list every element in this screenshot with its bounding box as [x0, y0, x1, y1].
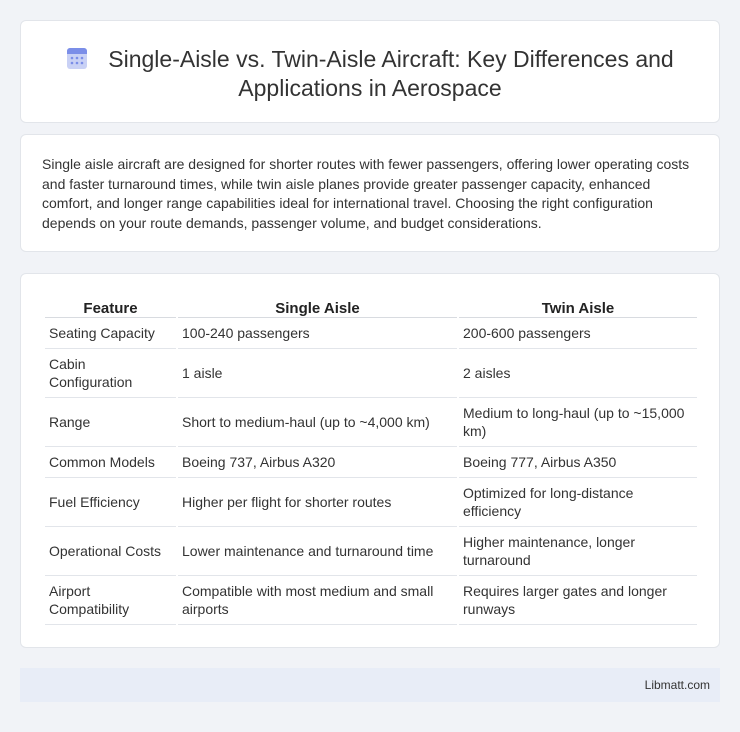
feature-cell: Common Models: [45, 447, 176, 478]
header-twin-aisle: Twin Aisle: [459, 296, 697, 318]
page-title-wrap: [21, 45, 719, 103]
feature-cell: Seating Capacity: [45, 318, 176, 349]
comparison-table: [43, 296, 699, 625]
single-aisle-cell: Lower maintenance and turnaround time: [178, 527, 457, 576]
page-title: Single-Aisle vs. Twin-Aisle Aircraft: Key Differences and Applications in Aerospace: [108, 46, 674, 101]
table-header-row: [45, 296, 697, 318]
table-row: [45, 349, 697, 398]
single-aisle-cell: Short to medium-haul (up to ~4,000 km): [178, 398, 457, 447]
single-aisle-cell: 1 aisle: [178, 349, 457, 398]
twin-aisle-cell: 200-600 passengers: [459, 318, 697, 349]
twin-aisle-cell: Requires larger gates and longer runways: [459, 576, 697, 625]
feature-cell: Cabin Configuration: [45, 349, 176, 398]
table-row: [45, 398, 697, 447]
summary-text: Single aisle aircraft are designed for shorter routes with fewer passengers, offering lower operating costs and faster turnaround times, while twin aisle planes provide greater passenger capacity, enhanced comfort, and longer range capabilities ideal for international travel. Choosing the right configuration depends on your route demands, passenger volume, and budget considerations.: [42, 156, 690, 231]
footer-source-link[interactable]: Libmatt.com: [644, 678, 710, 692]
twin-aisle-cell: 2 aisles: [459, 349, 697, 398]
summary-card: [20, 134, 720, 252]
title-card: [20, 20, 720, 123]
twin-aisle-cell: Higher maintenance, longer turnaround: [459, 527, 697, 576]
single-aisle-cell: Higher per flight for shorter routes: [178, 478, 457, 527]
table-row: [45, 527, 697, 576]
twin-aisle-cell: Boeing 777, Airbus A350: [459, 447, 697, 478]
twin-aisle-cell: Optimized for long-distance efficiency: [459, 478, 697, 527]
feature-cell: Fuel Efficiency: [45, 478, 176, 527]
twin-aisle-cell: Medium to long-haul (up to ~15,000 km): [459, 398, 697, 447]
single-aisle-cell: 100-240 passengers: [178, 318, 457, 349]
feature-cell: Airport Compatibility: [45, 576, 176, 625]
feature-cell: Operational Costs: [45, 527, 176, 576]
table-row: [45, 318, 697, 349]
document-icon: [66, 46, 88, 70]
table-row: [45, 576, 697, 625]
header-feature: Feature: [45, 296, 176, 318]
comparison-table-card: [20, 273, 720, 648]
table-row: [45, 447, 697, 478]
single-aisle-cell: Compatible with most medium and small airports: [178, 576, 457, 625]
table-row: [45, 478, 697, 527]
single-aisle-cell: Boeing 737, Airbus A320: [178, 447, 457, 478]
header-single-aisle: Single Aisle: [178, 296, 457, 318]
feature-cell: Range: [45, 398, 176, 447]
footer-bar: [20, 668, 720, 702]
